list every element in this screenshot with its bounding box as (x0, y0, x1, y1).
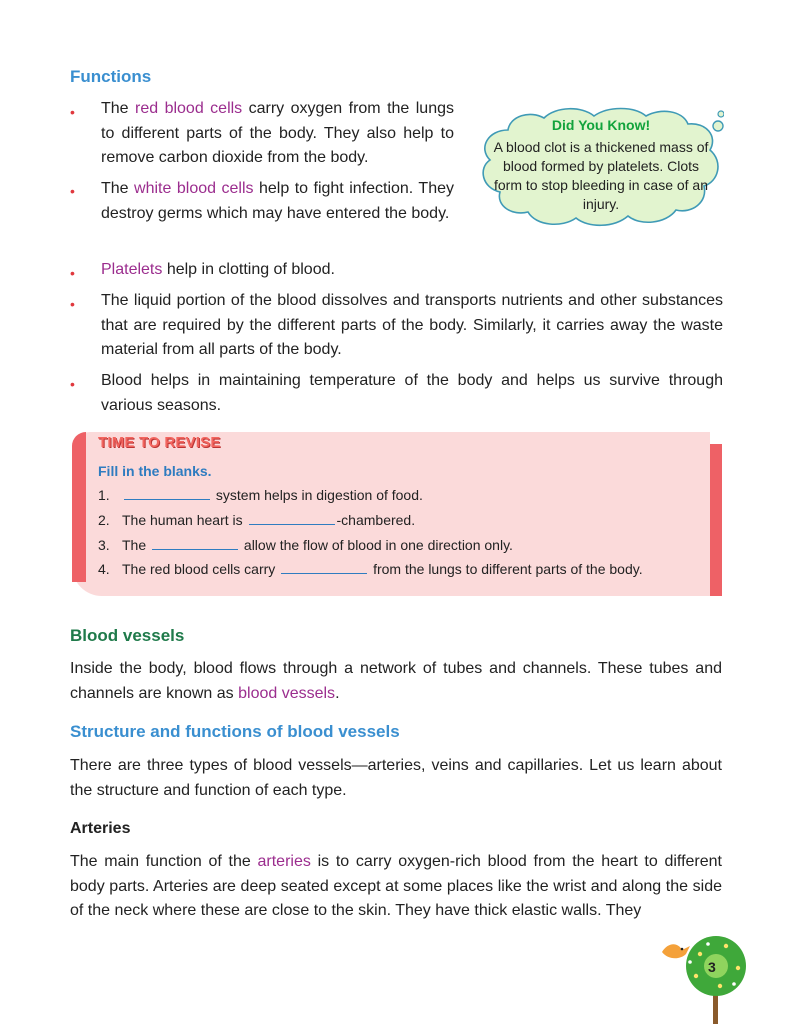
question-text: allow the flow of blood in one direction only. (240, 537, 513, 553)
revise-title: TIME TO REVISE (98, 434, 221, 451)
revise-right-accent (710, 444, 722, 596)
function-bullet-2 (101, 177, 454, 226)
structure-heading: Structure and functions of blood vessels (70, 722, 400, 741)
question-text: -chambered. (336, 512, 416, 528)
functions-heading: Functions (70, 67, 152, 86)
revise-subtitle: Fill in the blanks. (98, 463, 212, 479)
bullet-marker: • (70, 183, 75, 199)
question-text: from the lungs to different parts of the body. (369, 561, 643, 577)
structure-paragraph: There are three types of blood vessels—arteries, veins and capillaries. Let us learn about the structure and function of each type. (70, 757, 722, 799)
function-bullet-5 (101, 369, 723, 418)
question-number: 2. (98, 512, 110, 528)
blood-vessels-paragraph (70, 657, 722, 706)
question-text: The human heart is (122, 512, 247, 528)
paragraph-text: is to carry oxygen-rich blood from the heart to different body parts. Arteries are deep seated except at some places like the wrist and along the side of the neck where these are close to the skin. They have thick elastic walls. They (70, 853, 722, 919)
highlight-term: white blood cells (134, 180, 254, 197)
revise-left-accent (72, 432, 86, 582)
paragraph-text: Inside the body, blood flows through a network of tubes and channels. These tubes and channels are known as (70, 660, 722, 702)
tree-page-number-icon (660, 932, 760, 1024)
question-text: The (122, 537, 151, 553)
bullet-text: carry oxygen from the lungs to different parts of the body. They also help to remove carbon dioxide from the body. (101, 100, 454, 166)
bullet-text: Blood helps in maintaining temperature of the body and helps us survive through various seasons. (101, 372, 723, 414)
function-bullet-4 (101, 289, 723, 363)
question-text: The red blood cells carry (122, 561, 280, 577)
highlight-term: red blood cells (135, 100, 243, 117)
page-number: 3 (708, 959, 716, 975)
highlight-term: blood vessels (238, 684, 336, 702)
answer-blank[interactable] (152, 537, 238, 550)
revise-question-3 (98, 537, 513, 553)
paragraph-text: . (335, 684, 340, 702)
bullet-marker: • (70, 104, 75, 120)
revise-question-4 (98, 561, 643, 577)
question-number: 4. (98, 561, 110, 577)
function-bullet-3 (101, 258, 723, 283)
bullet-marker: • (70, 296, 75, 312)
answer-blank[interactable] (124, 487, 210, 500)
did-you-know-title: Did You Know! (551, 117, 651, 133)
question-number: 1. (98, 487, 110, 503)
answer-blank[interactable] (281, 561, 367, 574)
bullet-marker: • (70, 265, 75, 281)
time-to-revise-box (72, 432, 722, 596)
highlight-term: arteries (257, 853, 311, 870)
did-you-know-text: A blood clot is a thickened mass of blood formed by platelets. Clots form to stop bleeding in case of an injury. (493, 139, 709, 212)
question-number: 3. (98, 537, 110, 553)
bullet-marker: • (70, 376, 75, 392)
revise-question-2 (98, 512, 415, 528)
arteries-heading: Arteries (70, 820, 131, 837)
answer-blank[interactable] (249, 512, 335, 525)
bullet-text: The (101, 100, 136, 117)
bullet-text: The (101, 180, 135, 197)
bullet-text: The liquid portion of the blood dissolves and transports nutrients and other substances that are required by the different parts of the body. Similarly, it carries away the waste material from all parts of the body. (101, 292, 723, 358)
arteries-paragraph (70, 850, 722, 924)
did-you-know-box (478, 106, 724, 226)
blood-vessels-heading: Blood vessels (70, 626, 185, 645)
bullet-text: help to fight infection. They destroy germs which may have entered the body. (101, 180, 454, 222)
revise-question-1 (98, 487, 423, 503)
paragraph-text: The main function of the (70, 853, 258, 870)
highlight-term: Platelets (101, 261, 163, 278)
question-text: system helps in digestion of food. (212, 487, 423, 503)
function-bullet-1 (101, 97, 454, 171)
bullet-text: help in clotting of blood. (162, 261, 335, 278)
